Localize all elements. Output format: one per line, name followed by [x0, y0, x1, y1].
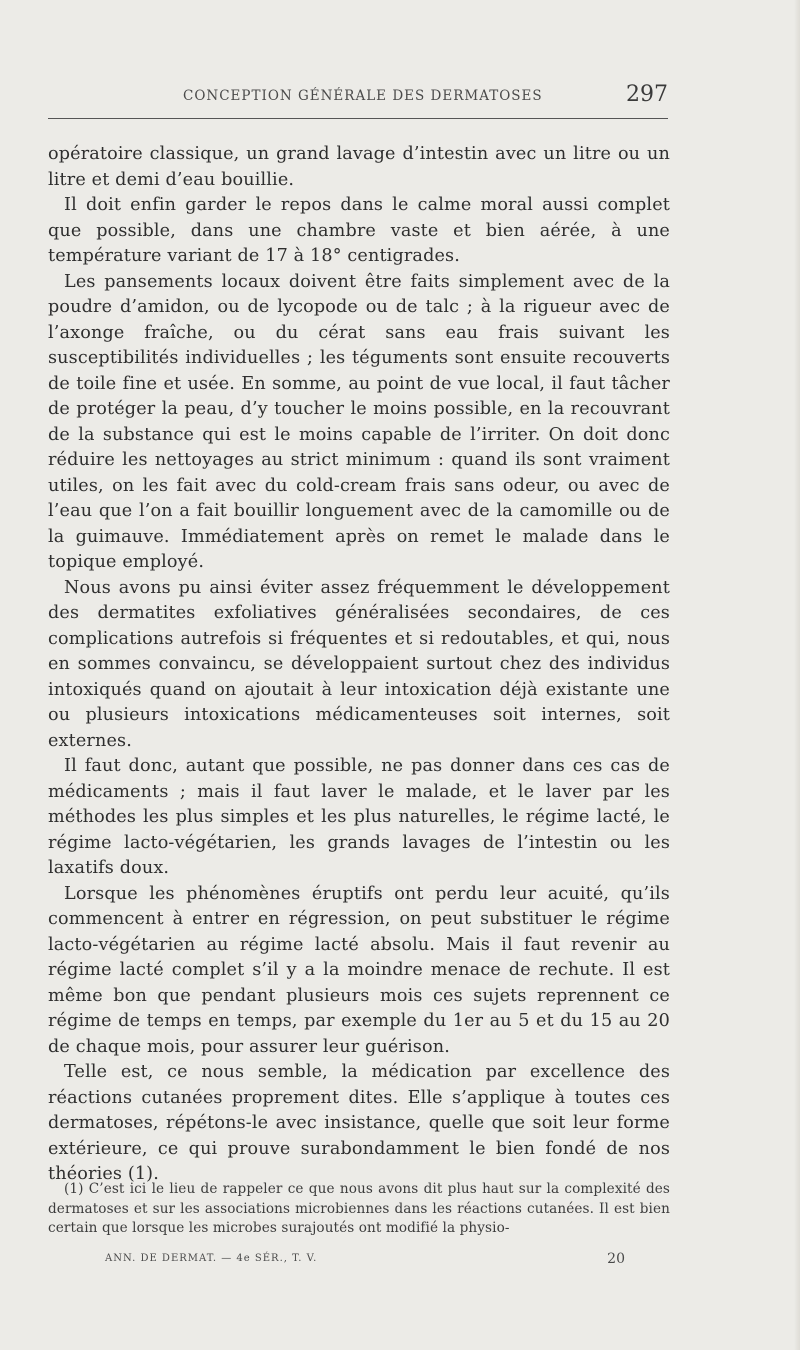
page-number: 297	[626, 82, 668, 107]
paragraph-2: Il doit enfin garder le repos dans le calme moral aussi complet que possible, dans une chambre vaste et bien aérée, à une température variant de 17 à 18° centigrades.	[48, 195, 670, 266]
running-title: CONCEPTION GÉNÉRALE DES DERMATOSES	[183, 88, 543, 104]
paragraph-5: Il faut donc, autant que possible, ne pas donner dans ces cas de médicaments ; mais il faut laver le malade, et le laver par les méthodes les plus simples et les plus naturelles, le régime lacté, le régime lacto-végétarien, les grands lavages de l’intestin ou les laxatifs doux.	[48, 756, 670, 878]
footer-line	[105, 1253, 625, 1273]
paragraph-6: Lorsque les phénomènes éruptifs ont perdu leur acuité, qu’ils commencent à entrer en régression, on peut substituer le régime lacto-végétarien au régime lacté absolu. Mais il faut revenir au régime lacté complet s’il y a la moindre menace de rechute. Il est même bon que pendant plusieurs mois ces sujets reprennent ce régime de temps en temps, par exemple du 1er au 5 et du 15 au 20 de chaque mois, pour assurer leur guérison.	[48, 883, 670, 1057]
header-rule	[48, 118, 668, 119]
running-head	[48, 84, 668, 114]
paragraph-1: opératoire classique, un grand lavage d’intestin avec un litre ou un litre et demi d’eau bouillie.	[48, 144, 670, 190]
footnote-text: (1) C’est ici le lieu de rappeler ce que nous avons dit plus haut sur la complexité des dermatoses et sur les associations microbiennes dans les réactions cutanées. Il est bien certain que lorsque les microbes surajoutés ont modifié la physio-	[48, 1181, 670, 1236]
journal-reference: ANN. DE DERMAT. — 4e SÉR., T. V.	[105, 1253, 318, 1264]
paragraph-7: Telle est, ce nous semble, la médication par excellence des réactions cutanées proprement dites. Elle s’applique à toutes ces dermatoses, répétons-le avec insistance, quelle que soit leur forme extérieure, ce qui prouve surabondamment le bien fondé de nos théories (1).	[48, 1062, 670, 1184]
page-edge-shadow	[794, 0, 800, 1350]
footnote	[48, 1180, 670, 1239]
paragraph-4: Nous avons pu ainsi éviter assez fréquemment le développement des dermatites exfoliatives généralisées secondaires, de ces complications autrefois si fréquentes et si redoutables, et qui, nous en sommes convaincu, se développaient surtout chez des individus intoxiqués quand on ajoutait à leur intoxication déjà existante une ou plusieurs intoxications médicamenteuses soit internes, soit externes.	[48, 577, 670, 751]
body-text	[48, 142, 670, 1188]
paragraph-3: Les pansements locaux doivent être faits simplement avec de la poudre d’amidon, ou de lycopode ou de talc ; à la rigueur avec de l’axonge fraîche, ou du cérat sans eau frais suivant les susceptibilités individuelles ; les téguments sont ensuite recouverts de toile fine et usée. En somme, au point de vue local, il faut tâcher de protéger la peau, d’y toucher le moins possible, en la recouvrant de la substance qui est le moins capable de l’irriter. On doit donc réduire les nettoyages au strict minimum : quand ils sont vraiment utiles, on les fait avec du cold-cream frais sans odeur, ou avec de l’eau que l’on a fait bouillir longuement avec de la camomille ou de la guimauve. Immédiatement après on remet le malade dans le topique employé.	[48, 271, 670, 572]
signature-mark: 20	[607, 1251, 625, 1267]
